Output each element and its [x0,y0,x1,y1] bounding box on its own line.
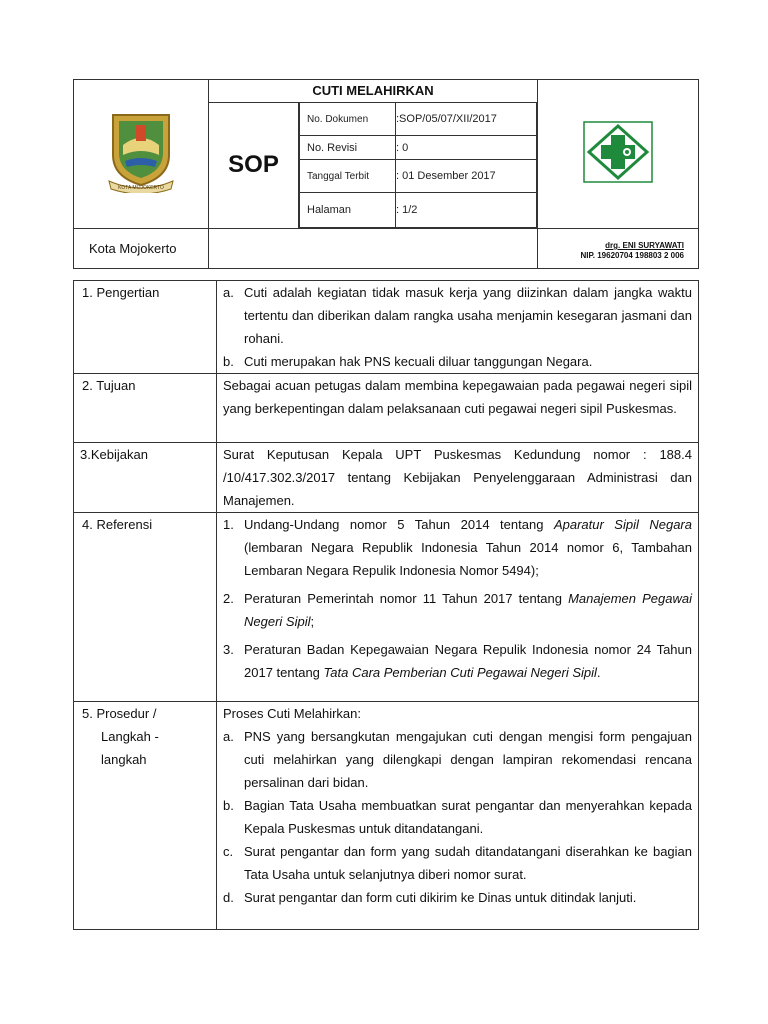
section-content [217,281,699,374]
meta-value: : 01 Desember 2017 [396,160,537,193]
crest-banner-text: KOTA MOJOKERTO [118,184,164,191]
procedure-step [223,794,692,840]
section-row [74,443,699,513]
reference-text [244,638,692,684]
section-row [74,702,699,930]
list-text: Cuti merupakan hak PNS kecuali diluar tanggungan Negara. [244,354,593,369]
section-label [74,702,217,930]
reference-text-part: ; [310,614,315,629]
meta-row [300,103,537,136]
sop-header-table [73,79,699,269]
reference-item [223,513,692,582]
reference-text [244,587,692,633]
reference-title: Aparatur Sipil Negara [553,517,692,532]
section-label-line: Langkah - [101,729,159,744]
reference-item [223,638,692,684]
list-marker: b. [223,354,234,369]
section-text: Surat Keputusan Kepala UPT Puskesmas Kedundung nomor : 188.4 /10/417.302.3/2017 tentang Kebijakan Penyelenggaraan Administrasi dan Manajemen. [217,443,699,513]
list-marker: 2. [223,591,234,606]
list-item [223,350,692,373]
procedure-step-text: Surat pengantar dan form yang sudah ditandatangani diserahkan ke bagian Tata Usaha untuk selanjutnya diberi nomor surat. [244,844,692,882]
list-marker: 3. [223,642,234,657]
list-marker: 1. [223,517,234,532]
reference-text-part: Peraturan Badan Kepegawaian Negara Repulik Indonesia nomor 24 Tahun 2017 tentang [244,642,692,680]
empty-cell [209,229,538,269]
meta-row [300,160,537,193]
meta-label: No. Dokumen [300,103,396,136]
section-text: Sebagai acuan petugas dalam membina kepegawaian pada pegawai negeri sipil yang berkepentingan dalam pelaksanaan cuti pegawai negeri sipil Puskesmas. [217,374,699,443]
reference-text-part: Undang-Undang nomor 5 Tahun 2014 tentang [244,517,554,532]
procedure-step-text: Surat pengantar dan form cuti dikirim ke Dinas untuk ditindak lanjuti. [244,890,637,905]
section-label-line: 5. Prosedur / [82,706,157,721]
list-marker: c. [223,844,234,859]
meta-label: No. Revisi [300,136,396,160]
procedure-step-text: PNS yang bersangkutan mengajukan cuti dengan mengisi form pengajuan cuti melahirkan yang dilengkapi dengan lampiran rekomendasi rencana persalinan dari bidan. [244,729,692,790]
procedure-step [223,840,692,886]
crest-cell [74,80,209,229]
sop-content-table [73,280,699,930]
list-marker: a. [223,285,234,300]
section-content [217,513,699,702]
meta-row [300,193,537,228]
section-label: 2. Tujuan [74,374,217,443]
signer-cell [538,229,699,269]
list-marker: a. [223,729,234,744]
city-name: Kota Mojokerto [89,240,177,256]
section-row [74,374,699,443]
procedure-step [223,725,692,794]
puskesmas-logo-icon [583,121,653,183]
reference-text-part: (lembaran Negara Republik Indonesia Tahun 2014 nomor 6, Tambahan Lembaran Negara Repulik Indonesia Nomor 5494); [244,540,692,578]
meta-label: Tanggal Terbit [300,160,396,193]
meta-row [300,136,537,160]
reference-text-part: Peraturan Pemerintah nomor 11 Tahun 2017 tentang [244,591,569,606]
section-label: 3.Kebijakan [74,443,217,513]
kota-mojokerto-crest-icon [105,111,177,193]
procedure-intro: Proses Cuti Melahirkan: [223,706,361,721]
section-row [74,281,699,374]
reference-text-part: . [596,665,601,680]
meta-value: : 1/2 [396,193,537,228]
meta-value: :SOP/05/07/XII/2017 [396,103,537,136]
reference-title: Manajemen Pegawai Negeri Sipil [244,591,692,629]
list-marker: d. [223,890,234,905]
puskesmas-logo-cell [538,80,699,229]
reference-text [244,513,692,582]
signer-nip: NIP. 19620704 198803 2 006 [580,251,684,260]
meta-value: : 0 [396,136,537,160]
title-block [209,80,538,229]
section-label: 1. Pengertian [74,281,217,374]
document-meta [299,102,537,228]
section-row [74,513,699,702]
procedure-step-text: Bagian Tata Usaha membuatkan surat pengantar dan menyerahkan kepada Kepala Puskesmas untuk ditandatangani. [244,798,692,836]
section-label: 4. Referensi [74,513,217,702]
document-title: CUTI MELAHIRKAN [209,80,537,103]
section-content [217,702,699,930]
list-text: Cuti adalah kegiatan tidak masuk kerja yang diizinkan dalam jangka waktu tertentu dan diberikan dalam rangka usaha menjamin kesegaran jasmani dan rohani. [244,285,692,346]
list-marker: b. [223,798,234,813]
city-cell [74,229,209,269]
list-item [223,281,692,350]
meta-label: Halaman [300,193,396,228]
procedure-step [223,886,692,909]
sop-label: SOP [209,102,299,228]
reference-title: Tata Cara Pemberian Cuti Pegawai Negeri Sipil [323,665,597,680]
signer-name: drg. ENI SURYAWATI [605,241,684,250]
reference-item [223,587,692,633]
section-label-line: langkah [101,752,147,767]
